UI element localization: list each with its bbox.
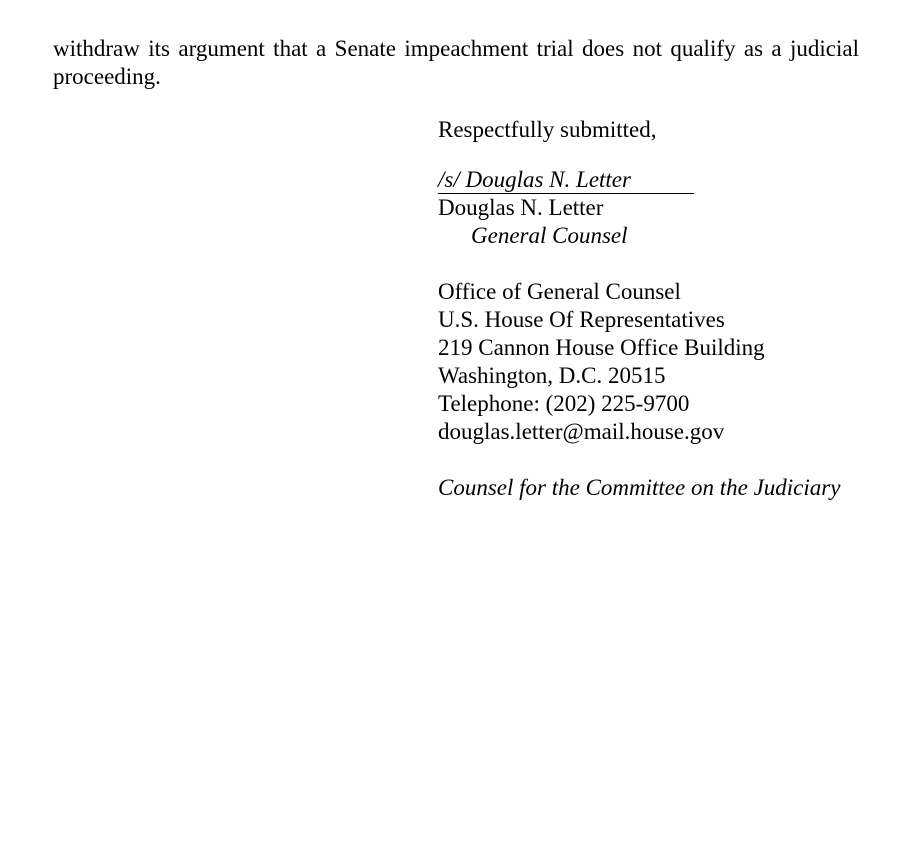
city-state-zip: Washington, D.C. 20515 bbox=[438, 363, 666, 388]
closing-line: Respectfully submitted, bbox=[438, 117, 657, 142]
telephone-line: Telephone: (202) 225-9700 bbox=[438, 391, 690, 416]
spacer bbox=[438, 446, 878, 474]
signature-line-wrapper bbox=[438, 166, 878, 194]
street-address: 219 Cannon House Office Building bbox=[438, 335, 765, 360]
signer-title: General Counsel bbox=[471, 223, 628, 248]
office-name: Office of General Counsel bbox=[438, 279, 681, 304]
counsel-for-line: Counsel for the Committee on the Judiciary bbox=[438, 475, 841, 500]
email-address: douglas.letter@mail.house.gov bbox=[438, 419, 725, 444]
organization-name: U.S. House Of Representatives bbox=[438, 307, 725, 332]
signer-name: Douglas N. Letter bbox=[438, 195, 604, 220]
electronic-signature: /s/ Douglas N. Letter bbox=[438, 167, 694, 194]
signature-block bbox=[438, 116, 878, 502]
spacer bbox=[438, 250, 878, 278]
body-paragraph: withdraw its argument that a Senate impeachment trial does not qualify as a judicial proceeding. bbox=[53, 36, 859, 89]
